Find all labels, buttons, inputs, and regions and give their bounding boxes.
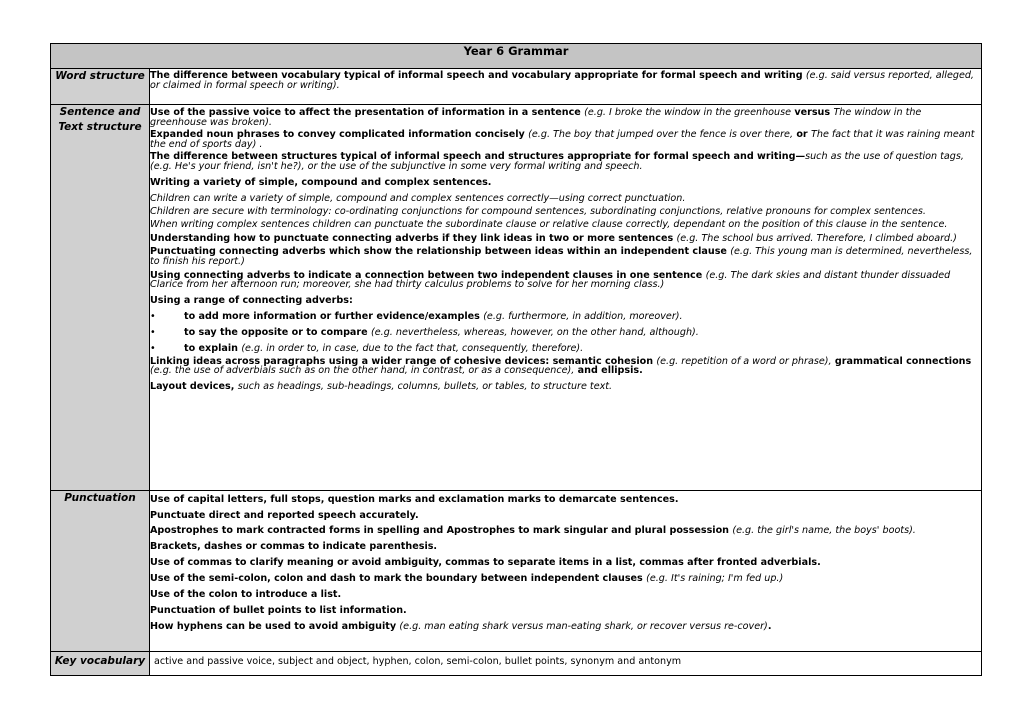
sentence-line-2 — [150, 130, 981, 149]
line-bold-text: Understanding how to punctuate connecting adverbs if they link ideas in two or more sentences — [150, 232, 674, 244]
key-vocabulary-content — [150, 652, 982, 676]
sentence-line-13 — [150, 379, 981, 394]
sentence-structure-content — [150, 105, 982, 491]
punct-line-9 — [150, 619, 981, 634]
bullet-item-3 — [150, 341, 981, 356]
sentence-line-7 — [150, 220, 981, 230]
line-bold-text: Use of the passive voice to affect the presentation of information in a sentence — [150, 107, 581, 118]
punct-line-8 — [150, 603, 981, 618]
line-example-text: (e.g. It's raining; I'm fed up.) — [646, 572, 784, 584]
sentence-line-11 — [150, 293, 981, 308]
line-bold-text: Using connecting adverbs to indicate a connection between two independent clauses in one sentence — [150, 269, 703, 281]
sentence-line-6 — [150, 207, 981, 217]
word-structure-content — [150, 69, 982, 105]
line-example-text: such as the use of question tags, (e.g. He's your friend, isn't he?), or the use of the subjunctive in some very formal writing and speech. — [150, 151, 964, 172]
bullet-item-2 — [150, 325, 981, 340]
row-label-sentence-text-structure: Sentence and Text structure — [51, 105, 150, 491]
punct-line-5 — [150, 555, 981, 570]
line-bold-text: to explain — [184, 342, 238, 354]
sentence-line-8 — [150, 234, 981, 244]
line-bold-text: and ellipsis. — [577, 365, 643, 377]
row-label-punctuation: Punctuation — [51, 491, 150, 652]
line-example-text: (e.g. furthermore, in addition, moreover). — [483, 310, 683, 322]
line-bold-text: to add more information or further evidence/examples — [184, 310, 480, 322]
line-bold-text: versus — [794, 107, 831, 118]
line-example-text: (e.g. I broke the window in the greenhouse — [584, 107, 791, 118]
sentence-structure-row — [51, 105, 982, 491]
punct-line-6 — [150, 571, 981, 586]
line-bold-text: Use of the semi-colon, colon and dash to mark the boundary between independent clauses — [150, 572, 643, 584]
line-bold-text: Apostrophes to mark contracted forms in spelling and Apostrophes to mark singular and plural possession — [150, 525, 729, 536]
grammar-table — [50, 43, 982, 676]
line-example-text: such as headings, sub-headings, columns, bullets, or tables, to structure text. — [237, 380, 613, 392]
sentence-line-9 — [150, 247, 981, 266]
sentence-line-3 — [150, 152, 981, 171]
line-example-text: Children can write a variety of simple, compound and complex sentences correctly—using correct punctuation. — [150, 192, 686, 204]
line-example-text: When writing complex sentences children can punctuate the subordinate clause or relative clause correctly, dependant on the position of this clause in the sentence. — [150, 219, 948, 231]
line-example-text: (e.g. man eating shark versus man-eating shark, or recover versus re-cover) — [399, 620, 768, 632]
line-bold-text: Writing a variety of simple, compound and complex sentences. — [150, 176, 492, 188]
line-bold-text: Brackets, dashes or commas to indicate parenthesis. — [150, 540, 438, 552]
line-bold-text: The difference between structures typical of informal speech and structures appropriate for formal speech and writing— — [150, 151, 806, 163]
sentence-line-12 — [150, 357, 981, 376]
line-bold-text: to say the opposite or to compare — [184, 326, 368, 338]
table-header-row — [51, 44, 982, 69]
punct-line-7 — [150, 587, 981, 602]
line-example-text: The fact that it was raining meant the end of sports day) . — [150, 129, 975, 150]
punct-line-4 — [150, 539, 981, 554]
sentence-line-4 — [150, 175, 981, 190]
key-vocabulary-row — [51, 652, 982, 676]
punctuation-content — [150, 491, 982, 652]
line-bold-text: Layout devices, — [150, 380, 235, 392]
line-example-text: Children are secure with terminology: co-ordinating conjunctions for compound sentences, subordinating conjunctions, relative pronouns for complex sentences. — [150, 205, 926, 217]
line-bold-text: Punctuate direct and reported speech accurately. — [150, 510, 419, 521]
line-example-text: (e.g. repetition of a word or phrase), — [656, 355, 832, 367]
line-bold-text: Using a range of connecting adverbs: — [150, 294, 353, 306]
table-title: Year 6 Grammar — [51, 44, 982, 69]
bullet-item-1 — [150, 309, 981, 324]
sentence-line-10 — [150, 271, 981, 290]
punctuation-row — [51, 491, 982, 652]
line-example-text: (e.g. in order to, in case, due to the fact that, consequently, therefore). — [241, 342, 584, 354]
punct-line-1 — [150, 492, 981, 507]
row-label-key-vocabulary: Key vocabulary — [51, 652, 150, 676]
line-example-text: (e.g. The boy that jumped over the fence is over there, — [528, 129, 793, 141]
row-label-word-structure: Word structure — [51, 69, 150, 105]
line-example-text: (e.g. The dark skies and distant thunder dissuaded Clarice from her afternoon run; moreover, she had thirty calculus problems to solve for her morning class.) — [150, 269, 951, 291]
key-vocabulary-text: active and passive voice, subject and object, hyphen, colon, semi-colon, bullet points, synonym and antonym — [154, 656, 682, 667]
word-structure-row — [51, 69, 982, 105]
line-example-text: (e.g. the use of adverbials such as on the other hand, in contrast, or as a consequence), — [150, 365, 575, 377]
bullet-dot-icon: • — [150, 342, 156, 354]
line-bold-text: . — [767, 620, 772, 632]
line-bold-text: The difference between vocabulary typical of informal speech and vocabulary appropriate for formal speech and writing — [150, 70, 803, 81]
line-bold-text: Use of capital letters, full stops, question marks and exclamation marks to demarcate sentences. — [150, 494, 679, 505]
line-bold-text: or — [796, 129, 808, 141]
line-bold-text: Use of the colon to introduce a list. — [150, 588, 342, 600]
line-bold-text: grammatical connections — [834, 355, 972, 367]
line-example-text: (e.g. The school bus arrived. Therefore, I climbed aboard.) — [676, 232, 957, 244]
line-bold-text: How hyphens can be used to avoid ambiguity — [150, 620, 397, 632]
sentence-line-5 — [150, 191, 981, 206]
line-bold-text: Use of commas to clarify meaning or avoid ambiguity, commas to separate items in a list, commas after fronted adverbials. — [150, 556, 821, 568]
bullet-dot-icon: • — [150, 310, 156, 322]
bullet-dot-icon: • — [150, 326, 156, 338]
line-example-text: The window in the greenhouse was broken). — [150, 107, 922, 128]
line-bold-text: Linking ideas across paragraphs using a wider range of cohesive devices: semantic cohesion — [150, 355, 654, 367]
line-bold-text: Punctuation of bullet points to list information. — [150, 604, 407, 616]
sentence-line-1 — [150, 108, 981, 127]
line-bold-text: Punctuating connecting adverbs which show the relationship between ideas within an independent clause — [150, 246, 727, 258]
line-bold-text: Expanded noun phrases to convey complicated information concisely — [150, 129, 525, 141]
line-example-text: (e.g. This young man is determined, nevertheless, to finish his report.) — [150, 246, 973, 267]
word-line-1 — [150, 71, 981, 90]
line-example-text: (e.g. the girl's name, the boys' boots). — [732, 525, 916, 536]
line-example-text: (e.g. said versus reported, alleged, or claimed in formal speech or writing). — [150, 70, 974, 91]
line-example-text: (e.g. nevertheless, whereas, however, on the other hand, although). — [371, 326, 699, 338]
punct-line-2 — [150, 508, 981, 523]
punct-line-3 — [150, 526, 981, 536]
